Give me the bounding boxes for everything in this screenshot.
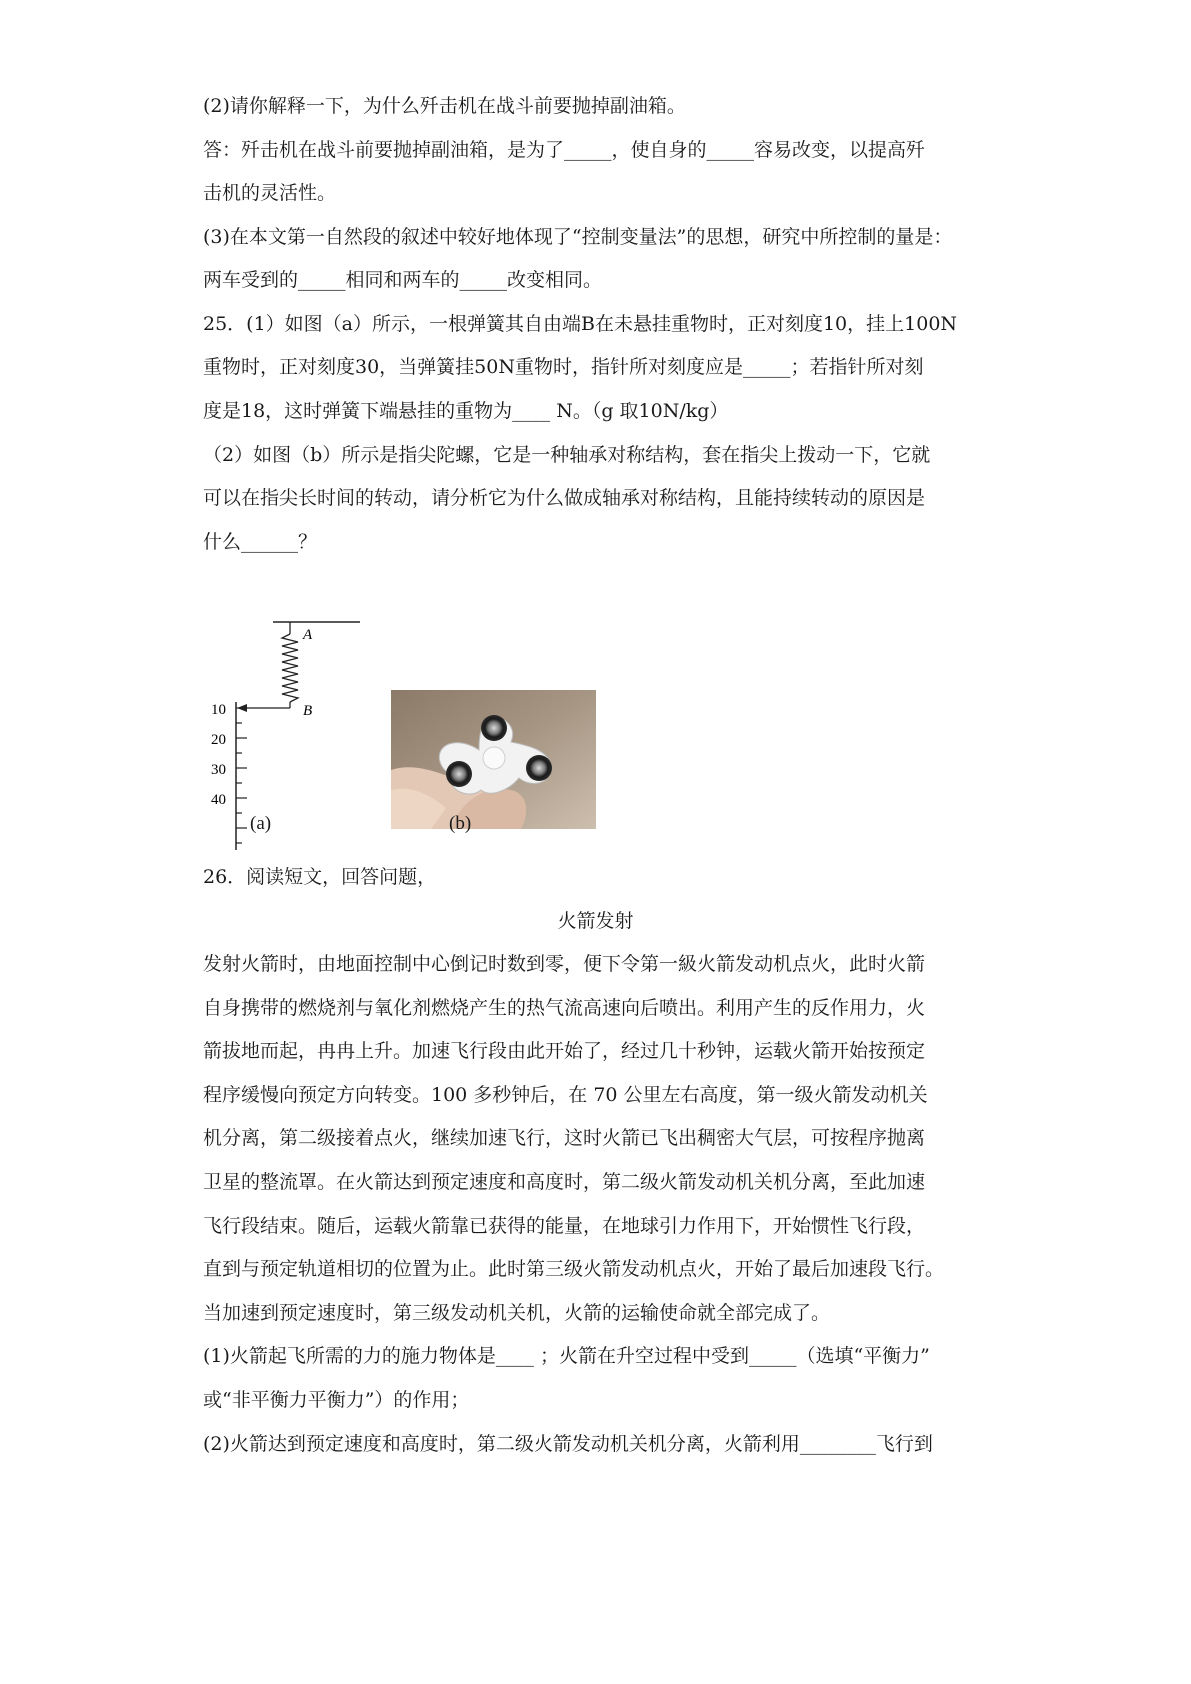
- text-line: 或“非平衡力平衡力”）的作用；: [203, 1389, 470, 1411]
- fidget-spinner-photo: [391, 690, 596, 829]
- scale-label: 30: [211, 762, 226, 778]
- text-line: 飞行段结束。随后，运载火箭靠已获得的能量，在地球引力作用下，开始惯性飞行段，: [203, 1215, 926, 1237]
- text-line: (2)请你解释一下，为什么歼击机在战斗前要抛掉副油箱。: [203, 95, 686, 117]
- text-line: 程序缓慢向预定方向转变。100 多秒钟后，在 70 公里左右高度，第一级火箭发动机关: [203, 1084, 928, 1106]
- scale-label: 10: [211, 702, 226, 718]
- spring-label-a: A: [303, 627, 313, 643]
- scale-label: 20: [211, 732, 226, 748]
- text-line: 重物时，正对刻度30，当弹簧挂50N重物时，指针所对刻度应是_____；若指针所对刻: [203, 356, 924, 378]
- spring-coil: [282, 634, 298, 702]
- text-line: 直到与预定轨道相切的位置为止。此时第三级火箭发动机点火，开始了最后加速段飞行。: [203, 1258, 945, 1280]
- text-line: （2）如图（b）所示是指尖陀螺，它是一种轴承对称结构，套在指尖上拨动一下，它就: [203, 444, 931, 466]
- text-line: 自身携带的燃烧剂与氧化剂燃烧产生的热气流高速向后喷出。利用产生的反作用力，火: [203, 997, 926, 1019]
- text-line: 度是18，这时弹簧下端悬挂的重物为____ N。（g 取10N/kg）: [203, 400, 729, 422]
- spring-scale-figure: [195, 612, 365, 852]
- scale-label: 40: [211, 792, 226, 808]
- bearing-top: [481, 715, 507, 741]
- text-line: 可以在指尖长时间的转动，请分析它为什么做成轴承对称结构，且能持续转动的原因是: [203, 487, 926, 509]
- figure-a-caption: (a): [250, 813, 272, 834]
- text-line: 什么______？: [203, 531, 318, 553]
- text-line: 答：歼击机在战斗前要抛掉副油箱，是为了_____，使自身的_____容易改变，以提高歼: [203, 139, 926, 161]
- text-line: (2)火箭达到预定速度和高度时，第二级火箭发动机关机分离，火箭利用________飞行到: [203, 1433, 933, 1455]
- text-line: 箭拔地而起，冉冉上升。加速飞行段由此开始了，经过几十秒钟，运载火箭开始按预定: [203, 1040, 926, 1062]
- scale-tick-marks: [236, 708, 247, 843]
- bearing-right: [526, 755, 552, 781]
- text-line: 发射火箭时，由地面控制中心倒记时数到零，便下令第一級火箭发动机点火，此时火箭: [203, 953, 926, 975]
- text-line: 当加速到预定速度时，第三级发动机关机，火箭的运输使命就全部完成了。: [203, 1302, 831, 1324]
- bearing-left: [446, 761, 472, 787]
- article-title: 火箭发射: [557, 910, 634, 932]
- text-line: 击机的灵活性。: [203, 182, 337, 204]
- text-line: 两车受到的_____相同和两车的_____改变相同。: [203, 269, 603, 291]
- text-line: 机分离，第二级接着点火，继续加速飞行，这时火箭已飞出稠密大气层，可按程序抛离: [203, 1127, 926, 1149]
- text-line: 25．(1）如图（a）所示，一根弹簧其自由端B在未悬挂重物时，正对刻度10，挂上100N: [203, 313, 958, 335]
- text-line: (1)火箭起飞所需的力的施力物体是____ ；火箭在升空过程中受到_____（选填“平衡力”: [203, 1345, 930, 1367]
- center-cap: [483, 747, 505, 769]
- spring-label-b: B: [303, 703, 313, 719]
- figure-b-caption: (b): [449, 813, 472, 834]
- question-26-intro: 26．阅读短文，回答问题，: [203, 866, 437, 888]
- text-line: (3)在本文第一自然段的叙述中较好地体现了“控制变量法”的思想，研究中所控制的量是：: [203, 226, 953, 248]
- text-line: 卫星的整流罩。在火箭达到预定速度和高度时，第二级火箭发动机关机分离，至此加速: [203, 1171, 926, 1193]
